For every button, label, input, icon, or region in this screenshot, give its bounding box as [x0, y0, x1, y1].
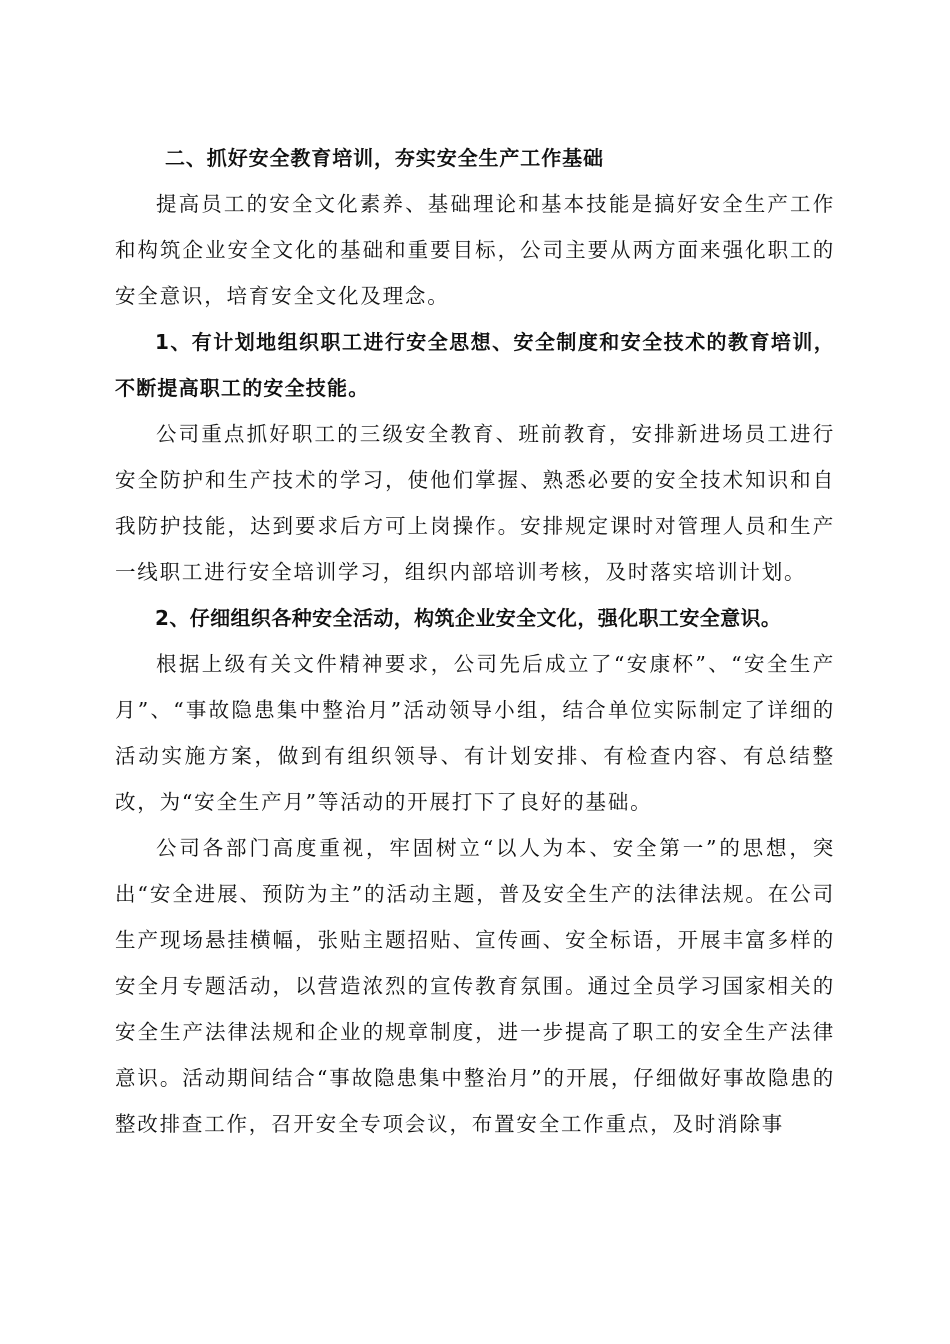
- intro-paragraph: 提高员工的安全文化素养、基础理论和基本技能是搞好安全生产工作和构筑企业安全文化的基础和重要目标，公司主要从两方面来强化职工的安全意识，培育安全文化及理念。: [115, 192, 835, 308]
- subheading-1: 1、有计划地组织职工进行安全思想、安全制度和安全技术的教育培训，不断提高职工的安全技能。: [115, 330, 835, 400]
- training-paragraph: 公司重点抓好职工的三级安全教育、班前教育，安排新进场员工进行安全防护和生产技术的学习，使他们掌握、熟悉必要的安全技术知识和自我防护技能，达到要求后方可上岗操作。安排规定课时对管理人员和生产一线职工进行安全培训学习，组织内部培训考核，及时落实培训计划。: [115, 422, 835, 584]
- section-heading: 二、抓好安全教育培训，夯实安全生产工作基础: [165, 146, 604, 170]
- departments-paragraph: 公司各部门高度重视，牢固树立“以人为本、安全第一”的思想，突出“安全进展、预防为主”的活动主题，普及安全生产的法律法规。在公司生产现场悬挂横幅，张贴主题招贴、宣传画、安全标语，开展丰富多样的安全月专题活动，以营造浓烈的宣传教育氛围。通过全员学习国家相关的安全生产法律法规和企业的规章制度，进一步提高了职工的安全生产法律意识。活动期间结合“事故隐患集中整治月”的开展，仔细做好事故隐患的整改排查工作，召开安全专项会议，布置安全工作重点，及时消除事: [115, 836, 835, 1136]
- activities-paragraph: 根据上级有关文件精神要求，公司先后成立了“安康杯”、“安全生产月”、“事故隐患集中整治月”活动领导小组，结合单位实际制定了详细的活动实施方案，做到有组织领导、有计划安排、有检查内容、有总结整改，为“安全生产月”等活动的开展打下了良好的基础。: [115, 652, 835, 814]
- subheading-2: 2、仔细组织各种安全活动，构筑企业安全文化，强化职工安全意识。: [155, 606, 782, 630]
- document-body: [115, 135, 835, 1147]
